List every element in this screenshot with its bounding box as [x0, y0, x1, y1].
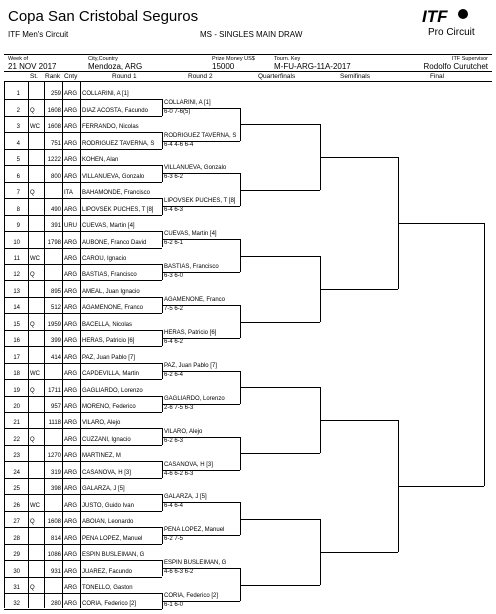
player-country: ARG [64, 140, 78, 147]
player-rank: 1222 [47, 157, 61, 164]
round1-player-name: FERRANDO, Nicolas [82, 124, 139, 131]
player-rank: 800 [50, 173, 61, 180]
round2-player-name: GALARZA, J [5] [164, 494, 207, 501]
player-country: ITA [64, 190, 73, 197]
round1-line [4, 149, 162, 150]
round2-player-name: CASANOVA, H [3] [164, 461, 213, 468]
round2-score: 6-4 6-2 [164, 338, 184, 345]
player-country: ARG [64, 502, 78, 509]
week-label: Week of [8, 56, 29, 62]
player-rank: 931 [50, 568, 61, 575]
player-rank: 751 [50, 140, 61, 147]
round1-line [4, 478, 162, 479]
player-country: ARG [64, 519, 78, 526]
round2-score: 6-2 7-5 [164, 536, 184, 543]
player-country: ARG [64, 568, 78, 575]
round1-line [4, 346, 162, 347]
draw-position: 8 [16, 206, 20, 213]
player-country: ARG [64, 601, 78, 608]
round2-score: 2-6 7-5 6-3 [164, 404, 194, 411]
draw-position: 11 [13, 255, 20, 262]
round1-line [4, 396, 162, 397]
quarterfinal-line [240, 256, 320, 257]
round1-line [4, 593, 162, 594]
draw-position: 32 [13, 601, 20, 608]
round1-line [4, 363, 162, 364]
round2-player-name: GAGLIARDO, Lorenzo [164, 395, 225, 402]
player-country: ARG [64, 255, 78, 262]
round2-score: 6-4 6-4 [164, 503, 184, 510]
round2-score: 6-3 6-0 [164, 273, 184, 280]
round1-player-name: LIPOVSEK PUCHES, T [8] [82, 206, 154, 213]
round1-line [4, 231, 162, 232]
player-rank: 391 [50, 223, 61, 230]
round1-line [4, 428, 162, 429]
round1-player-name: CASANOVA, H [3] [82, 469, 131, 476]
final-line [398, 486, 484, 487]
round2-player-name: CUEVAS, Martin [4] [164, 231, 217, 238]
entry-status: Q [30, 107, 35, 114]
round2-score: 6-2 6-3 [164, 437, 184, 444]
week-value: 21 NOV 2017 [8, 62, 57, 71]
round1-line [4, 330, 162, 331]
logo-pro-circuit-text: Pro Circuit [428, 27, 475, 38]
player-country: ARG [64, 420, 78, 427]
player-country: ARG [64, 173, 78, 180]
final-line [398, 223, 484, 224]
round2-score: 4-6 6-2 6-3 [164, 470, 194, 477]
round1-line [4, 461, 162, 462]
player-rank: 895 [50, 288, 61, 295]
player-country: ARG [64, 371, 78, 378]
round2-score: 4-6 6-3 6-2 [164, 569, 194, 576]
round1-player-name: KOHEN, Alan [82, 157, 119, 164]
player-country: ARG [64, 91, 78, 98]
draw-position: 24 [13, 469, 20, 476]
round1-player-name: CAPDEVILLA, Martin [82, 371, 140, 378]
round1-line [4, 165, 162, 166]
round2-score: 6-0 7-6(5) [164, 108, 191, 115]
entry-status: Q [30, 272, 35, 279]
round1-line [4, 182, 162, 183]
round1-line [4, 577, 162, 578]
round2-player-name: CORIA, Federico [2] [164, 593, 219, 600]
quarterfinal-line [240, 190, 320, 191]
final-join [484, 223, 485, 486]
quarterfinal-line [240, 387, 320, 388]
player-country: ARG [64, 206, 78, 213]
round1-line [4, 248, 162, 249]
player-country: ARG [64, 584, 78, 591]
player-country: ARG [64, 338, 78, 345]
round1-line [4, 445, 162, 446]
entry-status: WC [30, 255, 40, 262]
round2-player-name: BASTIAS, Francisco [164, 264, 219, 271]
draw-position: 14 [13, 305, 20, 312]
round1-player-name: BACELLA, Nicolas [82, 321, 133, 328]
round1-line [4, 297, 162, 298]
round1-player-name: COLLARINI, A [1] [82, 91, 129, 98]
col-final: Final [430, 73, 445, 80]
round2-player-name: HERAS, Patricio [6] [164, 329, 217, 336]
draw-position: 19 [13, 387, 20, 394]
round2-player-name: VILARO, Alejo [164, 428, 203, 435]
round1-player-name: ESPIN BUSLEIMAN, G [82, 552, 145, 559]
round2-player-name: LIPOVSEK PUCHES, T [8] [164, 198, 236, 205]
col-semifinals: Semifinals [340, 73, 370, 80]
player-country: ARG [64, 239, 78, 246]
player-country: ARG [64, 321, 78, 328]
player-rank: 319 [50, 469, 61, 476]
draw-position: 2 [16, 107, 20, 114]
round1-player-name: ABOIAN, Leonardo [82, 519, 134, 526]
quarterfinal-line [240, 124, 320, 125]
player-country: ARG [64, 486, 78, 493]
round1-line [4, 313, 162, 314]
draw-position: 10 [13, 239, 20, 246]
draw-position: 26 [13, 502, 20, 509]
round2-score: 7-5 6-2 [164, 306, 184, 313]
draw-position: 16 [13, 338, 20, 345]
supervisor-label: ITF Supervisor [451, 56, 488, 62]
column-separator [28, 82, 29, 608]
round1-line [4, 280, 162, 281]
player-rank: 280 [50, 601, 61, 608]
draw-position: 12 [13, 272, 20, 279]
entry-status: Q [30, 436, 35, 443]
draw-position: 22 [13, 436, 20, 443]
round1-player-name: CORIA, Federico [2] [82, 601, 137, 608]
semifinal-line [320, 157, 398, 158]
quarterfinal-line [240, 519, 320, 520]
round2-score: 6-2 6-1 [164, 240, 184, 247]
draw-position: 3 [16, 124, 20, 131]
player-rank: 1959 [47, 321, 61, 328]
logo-itf-text: ITF [422, 7, 448, 26]
player-rank: 490 [50, 206, 61, 213]
player-rank: 399 [50, 338, 61, 345]
player-country: ARG [64, 535, 78, 542]
draw-position: 1 [16, 91, 20, 98]
entry-status: Q [30, 519, 35, 526]
player-country: ARG [64, 288, 78, 295]
round1-line [4, 511, 162, 512]
player-country: ARG [64, 469, 78, 476]
draw-position: 13 [13, 288, 20, 295]
round1-player-name: DIAZ ACOSTA, Facundo [82, 107, 148, 114]
round1-player-name: MORENO, Federico [82, 404, 136, 410]
columns-top-line [4, 71, 492, 72]
player-country: ARG [64, 552, 78, 559]
draw-position: 23 [13, 453, 20, 460]
round2-player-name: COLLARINI, A [1] [164, 99, 211, 106]
prize-label: Prize Money US$ [212, 56, 255, 62]
draw-position: 15 [13, 321, 20, 328]
round1-player-name: RODRIGUEZ TAVERNA, S [82, 140, 155, 147]
tennis-ball-icon [458, 9, 468, 19]
semifinal-line [320, 552, 398, 553]
player-country: ARG [64, 387, 78, 394]
quarterfinal-line [240, 585, 320, 586]
tourn-key-label: Tourn. Key [274, 56, 301, 62]
entry-status: WC [30, 371, 40, 378]
quarterfinal-line [240, 453, 320, 454]
player-country: URU [64, 223, 77, 230]
round1-player-name: JUAREZ, Facundo [82, 568, 133, 575]
round1-player-name: PAZ, Juan Pablo [7] [82, 354, 135, 361]
round2-player-name: RODRIGUEZ TAVERNA, S [164, 132, 237, 139]
round1-player-name: JUSTO, Guido Ivan [82, 502, 134, 509]
player-rank: 1086 [47, 552, 61, 559]
draw-position: 5 [16, 157, 20, 164]
round2-player-name: PENA LOPEZ, Manuel [164, 527, 225, 534]
player-rank: 1798 [47, 239, 61, 246]
supervisor-value: Rodolfo Curutchet [423, 62, 488, 71]
player-country: ARG [64, 124, 78, 131]
player-country: ARG [64, 453, 78, 460]
semifinal-line [320, 289, 398, 290]
player-rank: 814 [50, 535, 61, 542]
player-country: ARG [64, 404, 78, 410]
event-name: MS - SINGLES MAIN DRAW [200, 30, 303, 39]
player-rank: 1711 [48, 387, 61, 394]
round1-line [4, 264, 162, 265]
draw-position: 4 [16, 140, 20, 147]
round2-score: 6-3 6-2 [164, 174, 184, 181]
round1-player-name: MARTINEZ, M [82, 453, 121, 460]
player-rank: 259 [50, 91, 61, 98]
quarterfinal-line [240, 322, 320, 323]
entry-status: Q [30, 584, 35, 591]
round1-player-name: HERAS, Patricio [6] [82, 338, 135, 345]
round1-line [4, 527, 162, 528]
round1-line [4, 215, 162, 216]
col-country: Cnty [64, 73, 78, 80]
col-round2: Round 2 [188, 73, 213, 80]
round2-player-name: VILLANUEVA, Gonzalo [164, 165, 227, 172]
round2-player-name: ESPIN BUSLEIMAN, G [164, 560, 227, 567]
column-separator [80, 82, 81, 608]
player-country: ARG [64, 436, 78, 443]
round2-player-name: AGAMENONE, Franco [164, 297, 226, 304]
round1-player-name: BASTIAS, Francisco [82, 272, 137, 279]
player-country: ARG [64, 305, 78, 312]
player-rank: 1118 [48, 420, 61, 427]
header-divider [4, 54, 492, 55]
player-rank: 1608 [47, 519, 61, 526]
circuit-name: ITF Men's Circuit [8, 30, 69, 39]
round1-player-name: TONELLO, Gaston [82, 584, 133, 591]
player-rank: 1608 [47, 107, 61, 114]
round2-score: 6-1 6-0 [164, 602, 184, 609]
player-rank: 512 [50, 305, 61, 312]
draw-position: 28 [13, 535, 20, 542]
round2-score: 6-4 6-3 [164, 207, 184, 214]
round2-player-name: PAZ, Juan Pablo [7] [164, 362, 217, 369]
col-status: St. [30, 73, 38, 80]
round1-player-name: GALARZA, J [5] [82, 486, 125, 493]
player-country: ARG [64, 272, 78, 279]
round1-player-name: AMEAL, Juan Ignacio [82, 288, 140, 295]
city-value: Mendoza, ARG [88, 62, 143, 71]
semifinal-line [320, 420, 398, 421]
draw-position: 9 [16, 223, 20, 230]
player-rank: 1608 [47, 124, 61, 131]
round1-player-name: VILLANUEVA, Gonzalo [82, 173, 145, 180]
columns-bottom-line [4, 81, 492, 82]
entry-status: WC [30, 124, 40, 131]
itf-logo [422, 7, 488, 43]
draw-position: 17 [13, 354, 20, 361]
round1-player-name: AGAMENONE, Franco [82, 305, 144, 312]
entry-status: WC [30, 502, 40, 509]
draw-position: 20 [13, 404, 20, 410]
round1-line [4, 116, 162, 117]
round1-line [4, 379, 162, 380]
round1-line [4, 609, 162, 610]
player-rank: 1270 [47, 453, 61, 460]
draw-position: 25 [13, 486, 20, 493]
round1-player-name: VILARO, Alejo [82, 420, 121, 427]
col-rank: Rank [45, 73, 61, 80]
player-rank: 414 [50, 354, 61, 361]
round1-player-name: AUBONE, Franco David [82, 239, 147, 246]
column-separator [62, 82, 63, 608]
round1-line [4, 132, 162, 133]
draw-position: 29 [13, 552, 20, 559]
player-rank: 957 [50, 404, 61, 410]
round1-line [4, 412, 162, 413]
round1-player-name: CAROU, Ignacio [82, 255, 127, 262]
entry-status: Q [30, 387, 35, 394]
round2-score: 6-4 4-6 6-4 [164, 141, 194, 148]
round1-line [4, 560, 162, 561]
draw-position: 18 [13, 371, 20, 378]
city-label: City,Country [88, 56, 118, 62]
prize-value: 15000 [212, 62, 235, 71]
player-country: ARG [64, 354, 78, 361]
round1-line [4, 198, 162, 199]
round1-line [4, 544, 162, 545]
round2-score: 6-2 6-4 [164, 371, 184, 378]
col-quarterfinals: Quarterfinals [258, 73, 296, 80]
round1-player-name: CUEVAS, Martin [4] [82, 223, 135, 230]
draw-position: 7 [16, 190, 20, 197]
tournament-title: Copa San Cristobal Seguros [8, 8, 199, 25]
draw-position: 31 [13, 584, 20, 591]
round1-player-name: GAGLIARDO, Lorenzo [82, 387, 143, 394]
entry-status: Q [30, 321, 35, 328]
player-country: ARG [64, 107, 78, 114]
col-round1: Round 1 [112, 73, 137, 80]
entry-status: Q [30, 190, 35, 197]
tourn-key-value: M-FU-ARG-11A-2017 [274, 62, 351, 71]
player-country: ARG [64, 157, 78, 164]
player-rank: 398 [50, 486, 61, 493]
round1-line [4, 494, 162, 495]
draw-position: 27 [13, 519, 20, 526]
draw-position: 21 [13, 420, 20, 427]
round1-player-name: PENA LOPEZ, Manuel [82, 535, 143, 542]
round1-player-name: BAHAMONDE, Francisco [82, 190, 151, 197]
draw-position: 6 [16, 173, 20, 180]
round1-player-name: CUZZANI, Ignacio [82, 436, 131, 443]
round1-line [4, 99, 162, 100]
draw-position: 30 [13, 568, 20, 575]
